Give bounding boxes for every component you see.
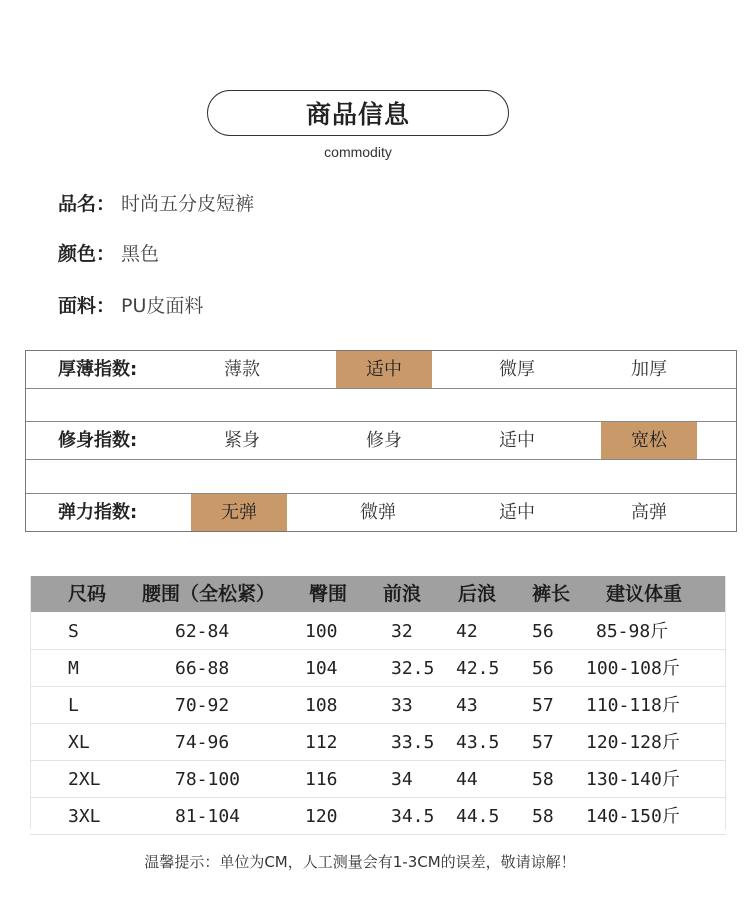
front-rise-cell: 33 (391, 695, 413, 716)
hip-cell: 104 (305, 658, 338, 679)
back-rise-cell: 44 (456, 769, 478, 790)
waist-cell: 62-84 (175, 621, 230, 642)
elasticity-option-4: 高弹 (631, 502, 667, 523)
thickness-option-2: 适中 (336, 351, 432, 388)
header-waist: 腰围（全松紧） (142, 583, 276, 605)
info-name-label: 品名： (58, 193, 116, 215)
table-row (30, 650, 726, 687)
row-divider (26, 459, 736, 460)
elasticity-option-3: 适中 (499, 502, 535, 523)
elasticity-option-1: 无弹 (191, 494, 287, 531)
waist-cell: 74-96 (175, 732, 230, 753)
front-rise-cell: 34.5 (391, 806, 435, 827)
fit-option-3: 适中 (499, 430, 535, 451)
info-fabric-label: 面料： (58, 295, 116, 317)
header-length: 裤长 (532, 583, 571, 605)
size-cell: 3XL (68, 806, 101, 827)
hip-cell: 112 (305, 732, 338, 753)
front-rise-cell: 33.5 (391, 732, 435, 753)
info-name-row (58, 189, 254, 216)
length-cell: 58 (532, 806, 554, 827)
commodity-title: 商品信息 (305, 100, 410, 129)
size-cell: M (68, 658, 79, 679)
row-divider (26, 388, 736, 389)
size-table-header (30, 576, 726, 612)
front-rise-cell: 34 (391, 769, 413, 790)
back-rise-cell: 42 (456, 621, 478, 642)
thickness-index-row (26, 351, 736, 388)
fit-option-2: 修身 (366, 430, 402, 451)
size-cell: S (68, 621, 79, 642)
header-hip: 臀围 (309, 583, 348, 605)
back-rise-cell: 43 (456, 695, 478, 716)
weight-cell: 120-128斤 (586, 732, 680, 753)
fit-option-1: 紧身 (224, 430, 260, 451)
fit-index-row (26, 422, 736, 459)
waist-cell: 70-92 (175, 695, 230, 716)
weight-cell: 100-108斤 (586, 658, 680, 679)
thickness-option-4: 加厚 (631, 359, 667, 380)
index-table (25, 350, 737, 532)
thickness-option-3: 微厚 (499, 359, 535, 380)
table-row (30, 687, 726, 724)
hip-cell: 108 (305, 695, 338, 716)
header-weight: 建议体重 (606, 583, 683, 605)
commodity-subtitle: commodity (324, 144, 392, 160)
info-color-row (58, 239, 159, 266)
size-cell: 2XL (68, 769, 101, 790)
front-rise-cell: 32 (391, 621, 413, 642)
info-color-label: 颜色： (58, 243, 116, 265)
thickness-index-label: 厚薄指数: (58, 359, 138, 380)
length-cell: 57 (532, 732, 554, 753)
waist-cell: 78-100 (175, 769, 241, 790)
weight-cell: 110-118斤 (586, 695, 680, 716)
table-row (30, 613, 726, 650)
info-color-value: 黑色 (121, 243, 160, 265)
header-front-rise: 前浪 (383, 583, 422, 605)
header-back-rise: 后浪 (458, 583, 497, 605)
weight-cell: 85-98斤 (596, 621, 669, 642)
commodity-title-badge (207, 90, 509, 136)
thickness-option-1: 薄款 (224, 359, 260, 380)
weight-cell: 140-150斤 (586, 806, 680, 827)
hip-cell: 100 (305, 621, 338, 642)
info-name-value: 时尚五分皮短裤 (121, 193, 255, 215)
back-rise-cell: 44.5 (456, 806, 500, 827)
length-cell: 57 (532, 695, 554, 716)
table-row (30, 724, 726, 761)
fit-option-4: 宽松 (601, 422, 697, 459)
fit-index-label: 修身指数: (58, 430, 138, 451)
size-cell: L (68, 695, 79, 716)
weight-cell: 130-140斤 (586, 769, 680, 790)
waist-cell: 81-104 (175, 806, 241, 827)
back-rise-cell: 42.5 (456, 658, 500, 679)
front-rise-cell: 32.5 (391, 658, 435, 679)
length-cell: 58 (532, 769, 554, 790)
measurement-note: 温馨提示：单位为CM，人工测量会有1-3CM的误差，敬请谅解！ (144, 853, 576, 871)
table-row (30, 761, 726, 798)
waist-cell: 66-88 (175, 658, 230, 679)
header-size: 尺码 (68, 583, 107, 605)
length-cell: 56 (532, 621, 554, 642)
size-cell: XL (68, 732, 90, 753)
info-fabric-value: PU皮面料 (121, 295, 204, 317)
elasticity-index-label: 弹力指数: (58, 502, 138, 523)
elasticity-index-row (26, 494, 736, 531)
table-row (30, 798, 726, 835)
hip-cell: 116 (305, 769, 338, 790)
back-rise-cell: 43.5 (456, 732, 500, 753)
info-fabric-row (58, 291, 203, 318)
length-cell: 56 (532, 658, 554, 679)
elasticity-option-2: 微弹 (360, 502, 396, 523)
hip-cell: 120 (305, 806, 338, 827)
